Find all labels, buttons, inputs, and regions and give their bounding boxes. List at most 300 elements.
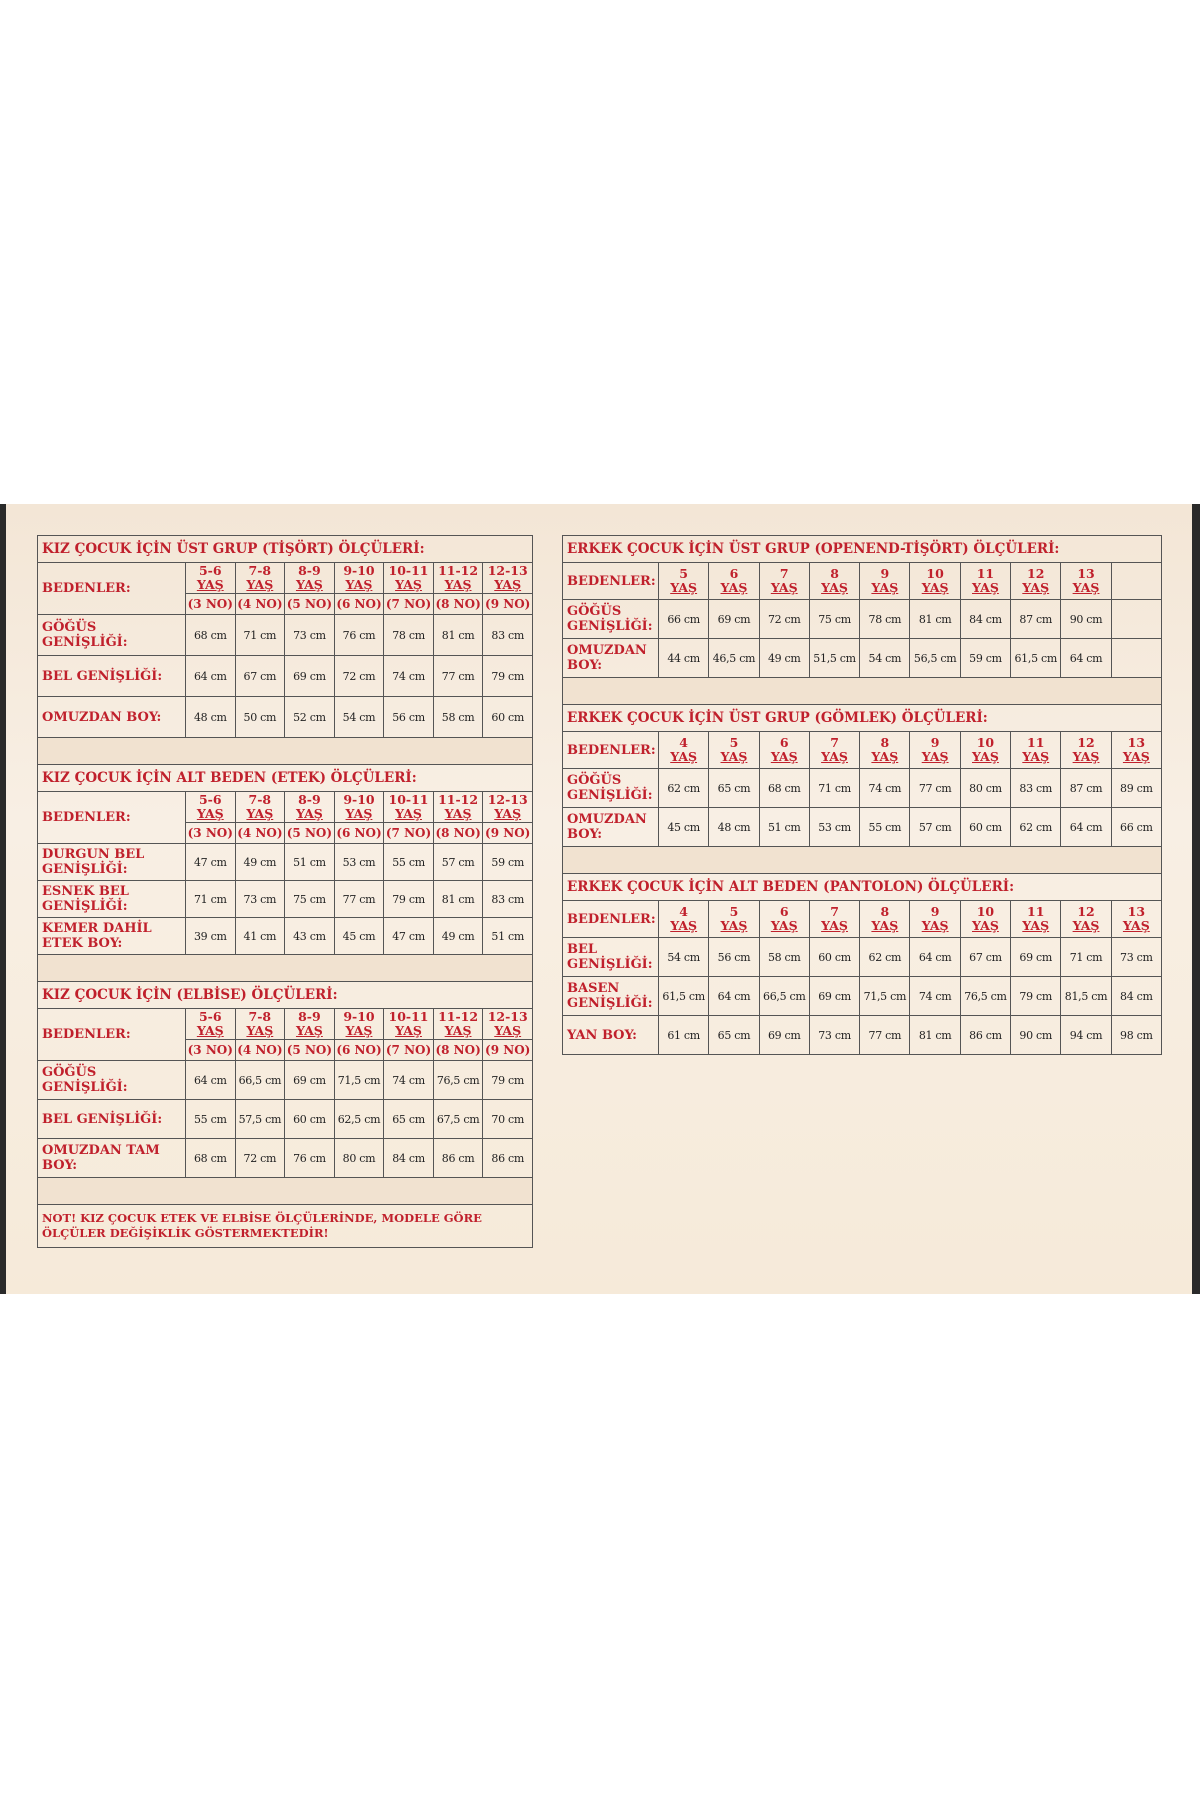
measure-value: 79 cm bbox=[483, 656, 533, 697]
boys_shirt-sizes-label: BEDENLER: bbox=[563, 732, 659, 769]
spacer-cell bbox=[38, 955, 533, 982]
measure-value: 67 cm bbox=[235, 656, 285, 697]
boys_tshirt-sizes-label: BEDENLER: bbox=[563, 563, 659, 600]
size-header bbox=[659, 732, 709, 769]
measure-value bbox=[1111, 639, 1161, 678]
table-row bbox=[38, 656, 533, 697]
size-number: (7 NO) bbox=[384, 823, 434, 844]
size-number: (4 NO) bbox=[235, 823, 285, 844]
spacer-cell bbox=[563, 847, 1162, 874]
girls-spacer-1 bbox=[38, 738, 533, 765]
size-header bbox=[235, 792, 285, 823]
table-row bbox=[563, 938, 1162, 977]
size-range: 10 bbox=[976, 735, 995, 750]
size-range: 9-10 bbox=[343, 1009, 375, 1024]
size-unit: YAŞ bbox=[345, 577, 373, 592]
size-header bbox=[433, 792, 483, 823]
size-unit: YAŞ bbox=[670, 749, 698, 764]
size-header bbox=[960, 901, 1010, 938]
size-range: 11-12 bbox=[438, 563, 479, 578]
measure-value: 51,5 cm bbox=[809, 639, 859, 678]
size-range: 4 bbox=[679, 904, 688, 919]
table-row bbox=[38, 918, 533, 955]
table-row bbox=[38, 881, 533, 918]
size-unit: YAŞ bbox=[395, 806, 422, 821]
measure-value: 64 cm bbox=[186, 656, 236, 697]
size-unit: YAŞ bbox=[871, 580, 899, 595]
measure-value: 64 cm bbox=[1061, 808, 1111, 847]
measure-value: 60 cm bbox=[285, 1100, 335, 1139]
size-unit: YAŞ bbox=[345, 1023, 373, 1038]
measure-value: 77 cm bbox=[334, 881, 384, 918]
measure-value: 84 cm bbox=[384, 1139, 434, 1178]
size-range: 4 bbox=[679, 735, 688, 750]
size-number: (9 NO) bbox=[483, 823, 533, 844]
table-row bbox=[38, 1061, 533, 1100]
measure-label: OMUZDAN TAM BOY: bbox=[38, 1139, 186, 1178]
size-range: 8 bbox=[830, 566, 839, 581]
measure-label: BEL GENİŞLİĞİ: bbox=[38, 1100, 186, 1139]
size-unit: YAŞ bbox=[871, 918, 899, 933]
size-unit: YAŞ bbox=[295, 1023, 323, 1038]
table-row bbox=[563, 1016, 1162, 1055]
measure-value: 71 cm bbox=[235, 615, 285, 656]
size-unit: YAŞ bbox=[1072, 580, 1100, 595]
girls-size-table bbox=[37, 535, 533, 1248]
measure-value: 60 cm bbox=[809, 938, 859, 977]
size-range: 6 bbox=[779, 904, 789, 919]
measure-value: 64 cm bbox=[910, 938, 960, 977]
measure-value: 84 cm bbox=[1111, 977, 1161, 1016]
size-header bbox=[960, 732, 1010, 769]
size-range: 12 bbox=[1027, 566, 1045, 581]
size-header bbox=[709, 901, 759, 938]
measure-value: 46,5 cm bbox=[709, 639, 759, 678]
measure-value: 76,5 cm bbox=[433, 1061, 483, 1100]
table-row bbox=[38, 844, 533, 881]
size-unit: YAŞ bbox=[821, 918, 848, 933]
measure-value: 76,5 cm bbox=[960, 977, 1010, 1016]
measure-label: GÖĞÜS GENİŞLİĞİ: bbox=[563, 600, 659, 639]
boys_pants-sizes-label: BEDENLER: bbox=[563, 901, 659, 938]
measure-value: 61 cm bbox=[659, 1016, 709, 1055]
size-number: (5 NO) bbox=[285, 594, 335, 615]
girls_dress-title-row bbox=[38, 982, 533, 1009]
size-number: (5 NO) bbox=[285, 823, 335, 844]
size-range: 8 bbox=[880, 735, 890, 750]
size-header bbox=[1011, 732, 1061, 769]
measure-value: 60 cm bbox=[483, 697, 533, 738]
measure-value: 48 cm bbox=[709, 808, 759, 847]
size-header bbox=[1011, 563, 1061, 600]
size-range: 8-9 bbox=[298, 563, 321, 578]
measure-value: 78 cm bbox=[860, 600, 910, 639]
size-range: 7-8 bbox=[248, 563, 272, 578]
girls_dress-sizes-row bbox=[38, 1009, 533, 1040]
size-header bbox=[759, 563, 809, 600]
measure-value: 57,5 cm bbox=[235, 1100, 285, 1139]
size-range: 12-13 bbox=[487, 563, 528, 578]
measure-value: 71 cm bbox=[809, 769, 859, 808]
table-row bbox=[563, 808, 1162, 847]
measure-label: ESNEK BEL GENİŞLİĞİ: bbox=[38, 881, 186, 918]
size-unit: YAŞ bbox=[1022, 749, 1050, 764]
size-number: (6 NO) bbox=[334, 823, 384, 844]
size-header bbox=[384, 792, 434, 823]
size-range: 13 bbox=[1077, 566, 1095, 581]
table-row bbox=[38, 1100, 533, 1139]
size-range: 10-11 bbox=[388, 563, 429, 578]
spacer-cell bbox=[38, 1178, 533, 1205]
measure-value: 66 cm bbox=[659, 600, 709, 639]
size-unit: YAŞ bbox=[821, 580, 848, 595]
measure-value: 56 cm bbox=[384, 697, 434, 738]
size-header bbox=[809, 732, 859, 769]
size-range: 11-12 bbox=[438, 792, 479, 807]
size-range: 12-13 bbox=[487, 792, 528, 807]
table-row bbox=[563, 639, 1162, 678]
size-unit: YAŞ bbox=[196, 577, 224, 592]
girls_top-title: KIZ ÇOCUK İÇİN ÜST GRUP (TİŞÖRT) ÖLÇÜLERİ: bbox=[38, 536, 533, 563]
measure-value: 83 cm bbox=[483, 615, 533, 656]
table-row bbox=[38, 1139, 533, 1178]
size-range: 6 bbox=[779, 735, 789, 750]
size-unit: YAŞ bbox=[871, 749, 899, 764]
size-header bbox=[910, 901, 960, 938]
measure-value: 87 cm bbox=[1061, 769, 1111, 808]
size-range: 5 bbox=[729, 735, 739, 750]
boys_shirt-sizes-row bbox=[563, 732, 1162, 769]
measure-value: 49 cm bbox=[759, 639, 809, 678]
size-header bbox=[1061, 563, 1111, 600]
size-header bbox=[186, 1009, 236, 1040]
size-range: 7-8 bbox=[248, 792, 272, 807]
size-header bbox=[809, 901, 859, 938]
size-range: 12 bbox=[1077, 735, 1095, 750]
measure-value: 64 cm bbox=[1061, 639, 1111, 678]
measure-value: 45 cm bbox=[334, 918, 384, 955]
girls_dress-title: KIZ ÇOCUK İÇİN (ELBİSE) ÖLÇÜLERİ: bbox=[38, 982, 533, 1009]
size-unit: YAŞ bbox=[670, 580, 698, 595]
measure-value: 49 cm bbox=[433, 918, 483, 955]
size-unit: YAŞ bbox=[1072, 918, 1100, 933]
measure-value: 39 cm bbox=[186, 918, 236, 955]
measure-value: 73 cm bbox=[809, 1016, 859, 1055]
measure-value: 81,5 cm bbox=[1061, 977, 1111, 1016]
size-header bbox=[759, 732, 809, 769]
measure-value: 73 cm bbox=[235, 881, 285, 918]
boys_pants-sizes-row bbox=[563, 901, 1162, 938]
size-number: (8 NO) bbox=[433, 823, 483, 844]
size-unit: YAŞ bbox=[246, 1023, 274, 1038]
measure-value: 81 cm bbox=[910, 1016, 960, 1055]
size-header bbox=[334, 792, 384, 823]
size-header bbox=[1011, 901, 1061, 938]
table-row bbox=[563, 600, 1162, 639]
measure-value: 74 cm bbox=[910, 977, 960, 1016]
size-range: 5 bbox=[679, 566, 688, 581]
measure-value: 73 cm bbox=[1111, 938, 1161, 977]
measure-value: 51 cm bbox=[759, 808, 809, 847]
measure-value: 62 cm bbox=[860, 938, 910, 977]
size-range: 11 bbox=[976, 566, 995, 581]
measure-value: 41 cm bbox=[235, 918, 285, 955]
size-range: 10-11 bbox=[388, 792, 429, 807]
measure-value: 87 cm bbox=[1011, 600, 1061, 639]
size-range: 10-11 bbox=[388, 1009, 429, 1024]
measure-value: 76 cm bbox=[285, 1139, 335, 1178]
boys_pants-title-row bbox=[563, 874, 1162, 901]
measure-value: 53 cm bbox=[809, 808, 859, 847]
size-unit: YAŞ bbox=[770, 918, 798, 933]
measure-value: 69 cm bbox=[809, 977, 859, 1016]
measure-label: BEL GENİŞLİĞİ: bbox=[563, 938, 659, 977]
size-unit: YAŞ bbox=[395, 577, 422, 592]
size-number: (7 NO) bbox=[384, 1040, 434, 1061]
size-header bbox=[186, 563, 236, 594]
size-unit: YAŞ bbox=[1022, 580, 1050, 595]
size-number: (7 NO) bbox=[384, 594, 434, 615]
size-unit: YAŞ bbox=[921, 918, 949, 933]
size-range: 7-8 bbox=[248, 1009, 272, 1024]
measure-value: 65 cm bbox=[384, 1100, 434, 1139]
size-unit: YAŞ bbox=[444, 1023, 472, 1038]
measure-value: 86 cm bbox=[433, 1139, 483, 1178]
measure-label: DURGUN BEL GENİŞLİĞİ: bbox=[38, 844, 186, 881]
boys_shirt-title: ERKEK ÇOCUK İÇİN ÜST GRUP (GÖMLEK) ÖLÇÜLERİ: bbox=[563, 705, 1162, 732]
measure-value: 71,5 cm bbox=[334, 1061, 384, 1100]
measure-value: 58 cm bbox=[433, 697, 483, 738]
size-range: 11 bbox=[1027, 904, 1045, 919]
size-header bbox=[860, 563, 910, 600]
measure-value: 89 cm bbox=[1111, 769, 1161, 808]
measure-value: 67 cm bbox=[960, 938, 1010, 977]
spacer-cell bbox=[563, 678, 1162, 705]
measure-value: 90 cm bbox=[1011, 1016, 1061, 1055]
girls_skirt-sizes-label: BEDENLER: bbox=[38, 792, 186, 844]
size-header bbox=[285, 792, 335, 823]
size-number: (6 NO) bbox=[334, 1040, 384, 1061]
size-number: (3 NO) bbox=[186, 1040, 236, 1061]
measure-value: 62 cm bbox=[659, 769, 709, 808]
size-unit: YAŞ bbox=[1072, 749, 1100, 764]
boys_tshirt-title: ERKEK ÇOCUK İÇİN ÜST GRUP (OPENEND-TİŞÖRT) ÖLÇÜLERİ: bbox=[563, 536, 1162, 563]
size-header bbox=[186, 792, 236, 823]
girls_top-sizes-row bbox=[38, 563, 533, 594]
size-header bbox=[659, 563, 709, 600]
size-unit: YAŞ bbox=[720, 580, 748, 595]
measure-value: 69 cm bbox=[1011, 938, 1061, 977]
size-unit: YAŞ bbox=[494, 806, 522, 821]
size-header bbox=[384, 1009, 434, 1040]
measure-value: 75 cm bbox=[285, 881, 335, 918]
measure-value: 71 cm bbox=[186, 881, 236, 918]
measure-value: 54 cm bbox=[860, 639, 910, 678]
size-header bbox=[759, 901, 809, 938]
measure-label: KEMER DAHİL ETEK BOY: bbox=[38, 918, 186, 955]
size-range: 12 bbox=[1077, 904, 1095, 919]
measure-value: 43 cm bbox=[285, 918, 335, 955]
measure-value: 67,5 cm bbox=[433, 1100, 483, 1139]
size-header bbox=[709, 563, 759, 600]
boys-size-table bbox=[562, 535, 1162, 1055]
measure-label: YAN BOY: bbox=[563, 1016, 659, 1055]
size-range: 5 bbox=[729, 904, 739, 919]
size-range: 10 bbox=[976, 904, 995, 919]
size-header bbox=[433, 563, 483, 594]
girls-column bbox=[37, 535, 533, 1248]
measure-value: 77 cm bbox=[433, 656, 483, 697]
measure-value: 66,5 cm bbox=[759, 977, 809, 1016]
measure-value: 74 cm bbox=[384, 656, 434, 697]
size-range: 7 bbox=[779, 566, 789, 581]
spacer-cell bbox=[38, 738, 533, 765]
measure-value: 55 cm bbox=[860, 808, 910, 847]
measure-value: 81 cm bbox=[433, 615, 483, 656]
girls-spacer-2 bbox=[38, 955, 533, 982]
size-range: 13 bbox=[1127, 735, 1146, 750]
measure-value: 74 cm bbox=[860, 769, 910, 808]
size-unit: YAŞ bbox=[1022, 918, 1050, 933]
size-unit: YAŞ bbox=[1122, 918, 1150, 933]
boys_pants-title: ERKEK ÇOCUK İÇİN ALT BEDEN (PANTOLON) ÖLÇÜLERİ: bbox=[563, 874, 1162, 901]
measure-value: 47 cm bbox=[186, 844, 236, 881]
measure-value: 86 cm bbox=[960, 1016, 1010, 1055]
boys-spacer-1 bbox=[563, 678, 1162, 705]
size-unit: YAŞ bbox=[444, 806, 472, 821]
measure-value: 79 cm bbox=[1011, 977, 1061, 1016]
size-unit: YAŞ bbox=[821, 749, 848, 764]
boys-column bbox=[562, 535, 1162, 1055]
size-range: 5-6 bbox=[198, 792, 222, 807]
measure-value: 59 cm bbox=[483, 844, 533, 881]
note-row bbox=[38, 1205, 533, 1248]
size-number: (9 NO) bbox=[483, 1040, 533, 1061]
measure-value bbox=[1111, 600, 1161, 639]
girls_skirt-sizes-row bbox=[38, 792, 533, 823]
size-header bbox=[384, 563, 434, 594]
size-range: 8-9 bbox=[298, 1009, 321, 1024]
size-unit: YAŞ bbox=[770, 749, 798, 764]
size-header bbox=[235, 1009, 285, 1040]
size-header bbox=[483, 563, 533, 594]
measure-value: 64 cm bbox=[186, 1061, 236, 1100]
size-range: 9-10 bbox=[343, 792, 375, 807]
measure-value: 83 cm bbox=[483, 881, 533, 918]
girls_top-sizes-label: BEDENLER: bbox=[38, 563, 186, 615]
measure-value: 94 cm bbox=[1061, 1016, 1111, 1055]
measure-value: 79 cm bbox=[384, 881, 434, 918]
size-unit: YAŞ bbox=[720, 918, 748, 933]
measure-label: OMUZDAN BOY: bbox=[563, 808, 659, 847]
size-range: 9 bbox=[880, 566, 890, 581]
size-header bbox=[235, 563, 285, 594]
measure-value: 81 cm bbox=[910, 600, 960, 639]
measure-value: 59 cm bbox=[960, 639, 1010, 678]
boys_tshirt-title-row bbox=[563, 536, 1162, 563]
measure-value: 69 cm bbox=[759, 1016, 809, 1055]
size-header bbox=[334, 563, 384, 594]
measure-label: OMUZDAN BOY: bbox=[38, 697, 186, 738]
measure-value: 61,5 cm bbox=[659, 977, 709, 1016]
size-unit: YAŞ bbox=[345, 806, 373, 821]
size-chart-panel bbox=[0, 504, 1200, 1294]
measure-value: 77 cm bbox=[910, 769, 960, 808]
measure-value: 55 cm bbox=[384, 844, 434, 881]
size-range: 12-13 bbox=[487, 1009, 528, 1024]
girls_top-title-row bbox=[38, 536, 533, 563]
measure-value: 69 cm bbox=[285, 1061, 335, 1100]
dark-edge-right bbox=[1192, 504, 1200, 1294]
measure-value: 76 cm bbox=[334, 615, 384, 656]
size-header bbox=[483, 792, 533, 823]
size-range: 7 bbox=[830, 904, 839, 919]
measure-value: 69 cm bbox=[709, 600, 759, 639]
measure-value: 55 cm bbox=[186, 1100, 236, 1139]
measure-value: 81 cm bbox=[433, 881, 483, 918]
size-unit: YAŞ bbox=[494, 1023, 522, 1038]
measure-value: 68 cm bbox=[759, 769, 809, 808]
measure-value: 50 cm bbox=[235, 697, 285, 738]
measure-value: 98 cm bbox=[1111, 1016, 1161, 1055]
measure-value: 72 cm bbox=[235, 1139, 285, 1178]
measure-label: BASEN GENİŞLİĞİ: bbox=[563, 977, 659, 1016]
measure-value: 44 cm bbox=[659, 639, 709, 678]
measure-value: 83 cm bbox=[1011, 769, 1061, 808]
size-header bbox=[860, 732, 910, 769]
size-header bbox=[659, 901, 709, 938]
size-range: 9 bbox=[930, 904, 940, 919]
measure-value: 78 cm bbox=[384, 615, 434, 656]
size-unit: YAŞ bbox=[770, 580, 798, 595]
size-range: 7 bbox=[830, 735, 839, 750]
measure-value: 68 cm bbox=[186, 1139, 236, 1178]
measure-value: 57 cm bbox=[433, 844, 483, 881]
measure-value: 56,5 cm bbox=[910, 639, 960, 678]
measure-value: 56 cm bbox=[709, 938, 759, 977]
boys_shirt-title-row bbox=[563, 705, 1162, 732]
measure-value: 61,5 cm bbox=[1011, 639, 1061, 678]
size-header bbox=[285, 563, 335, 594]
girls_dress-sizes-label: BEDENLER: bbox=[38, 1009, 186, 1061]
size-range: 5-6 bbox=[198, 1009, 222, 1024]
measure-value: 72 cm bbox=[334, 656, 384, 697]
measure-value: 60 cm bbox=[960, 808, 1010, 847]
measure-value: 66 cm bbox=[1111, 808, 1161, 847]
measure-value: 69 cm bbox=[285, 656, 335, 697]
measure-value: 54 cm bbox=[659, 938, 709, 977]
size-range: 8 bbox=[880, 904, 890, 919]
measure-value: 65 cm bbox=[709, 769, 759, 808]
size-header bbox=[433, 1009, 483, 1040]
measure-value: 79 cm bbox=[483, 1061, 533, 1100]
size-header bbox=[1061, 901, 1111, 938]
measure-value: 51 cm bbox=[285, 844, 335, 881]
size-unit: YAŞ bbox=[921, 580, 949, 595]
size-unit: YAŞ bbox=[196, 1023, 224, 1038]
measure-label: GÖĞÜS GENİŞLİĞİ: bbox=[563, 769, 659, 808]
measure-label: OMUZDAN BOY: bbox=[563, 639, 659, 678]
size-number: (8 NO) bbox=[433, 594, 483, 615]
size-unit: YAŞ bbox=[921, 749, 949, 764]
size-header bbox=[1111, 901, 1161, 938]
measure-value: 62 cm bbox=[1011, 808, 1061, 847]
size-number: (4 NO) bbox=[235, 594, 285, 615]
size-unit: YAŞ bbox=[444, 577, 472, 592]
measure-label: GÖĞÜS GENİŞLİĞİ: bbox=[38, 615, 186, 656]
measure-value: 54 cm bbox=[334, 697, 384, 738]
measure-label: BEL GENİŞLİĞİ: bbox=[38, 656, 186, 697]
